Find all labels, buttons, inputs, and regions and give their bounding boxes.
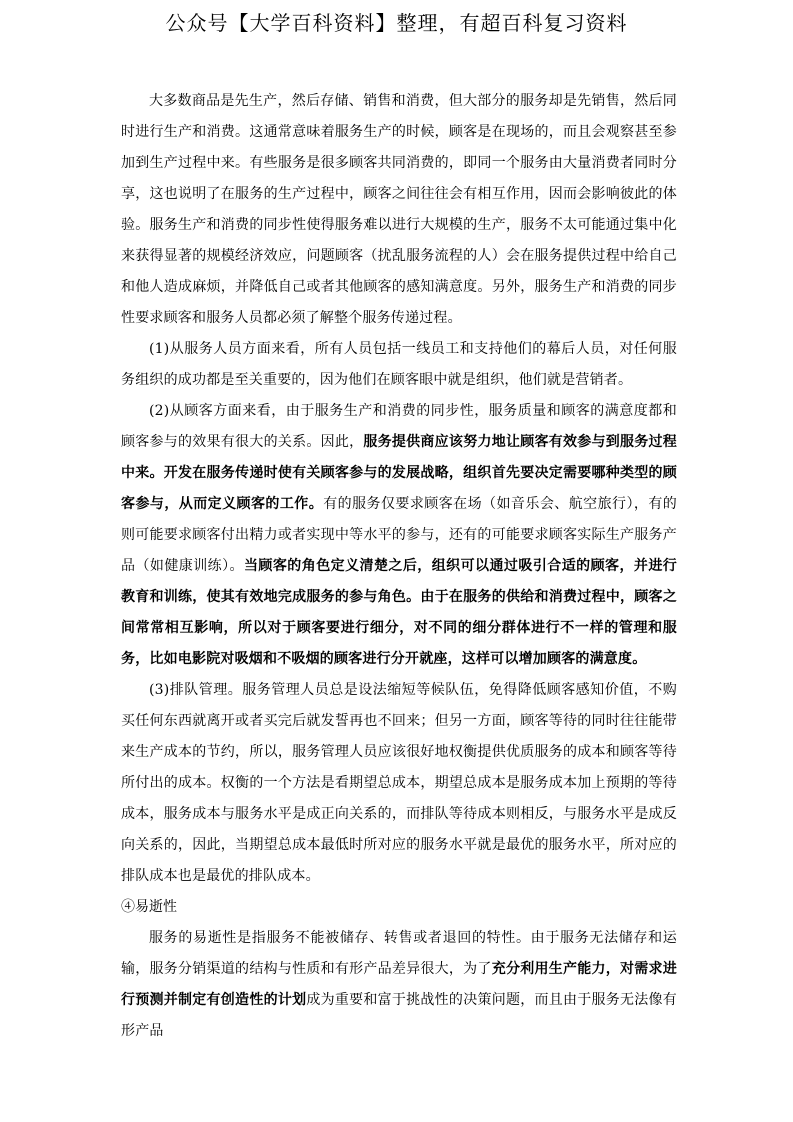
paragraph-queue-management: (3)排队管理。服务管理人员总是设法缩短等候队伍，免得降低顾客感知价值，不购买任何东西就离开或者买完后就发誓再也不回来；但另一方面，顾客等待的同时往往能带来生产成本的节约，所以，服务管理人员应该很好地权衡提供优质服务的成本和顾客等待所付出的成本。权衡的一个方法是看期望总成本，期望总成本是服务成本加上预期的等待成本，服务成本与服务水平是成正向关系的，而排队等待成本则相反，与服务水平是成反向关系的，因此，当期望总成本最低时所对应的服务水平就是最优的服务水平，所对应的排队成本也是最优的排队成本。 [121,682,677,884]
paragraph-simultaneity: 大多数商品是先生产，然后存储、销售和消费，但大部分的服务却是先销售，然后同时进行生产和消费。这通常意味着服务生产的时候，顾客是在现场的，而且会观察甚至参加到生产过程中来。有些服务是很多顾客共同消费的，即同一个服务由大量消费者同时分享，这也说明了在服务的生产过程中，顾客之间往往会有相互作用，因而会影响彼此的体验。服务生产和消费的同步性使得服务难以进行大规模的生产，服务不太可能通过集中化来获得显著的规模经济效应，问题顾客（扰乱服务流程的人）会在服务提供过程中给自己和他人造成麻烦，并降低自己或者其他顾客的感知满意度。另外，服务生产和消费的同步性要求顾客和服务人员都必须了解整个服务传递过程。 [121,93,677,326]
document-body [121,86,677,1047]
paragraph-text: 有的服务仅要求顾客在场（如音乐会、航空旅行），有的则可能要求顾客付出精力或者实现中等水平的参与，还有的可能要求顾客实际生产服务产品（如健康训练）。 [121,496,677,574]
section-heading-perishability: ④易逝性 [121,899,177,915]
page-header: 公众号【大学百科资料】整理，有超百科复习资料 [165,11,628,35]
bold-text: 当顾客的角色定义清楚之后，组织可以通过吸引合适的顾客，并进行教育和训练，使其有效地完成服务的参与角色。由于在服务的供给和消费过程中，顾客之间常常相互影响，所以对于顾客要进行细分，对不同的细分群体进行不一样的管理和服务，比如电影院对吸烟和不吸烟的顾客进行分开就座，这样可以增加顾客的满意度。 [121,558,677,667]
paragraph-text: 服务的易逝性是指服务不能被储存、转售或者退回的特性。由于服务无法储存和运输，服务分销渠道的结构与性质和有形产品差异很大，为了 [121,930,677,977]
paragraph-text: (2)从顾客方面来看，由于服务生产和消费的同步性，服务质量和顾客的满意度都和顾客参与的效果有很大的关系。因此， [121,403,677,450]
paragraph-service-staff: (1)从服务人员方面来看，所有人员包括一线员工和支持他们的幕后人员，对任何服务组织的成功都是至关重要的，因为他们在顾客眼中就是组织，他们就是营销者。 [121,341,677,388]
bold-text: 充分利用生产能力，对需求进行预测并制定有创造性的计划 [121,961,677,1008]
paragraph-perishability [121,923,677,1047]
paragraph-customer-participation [121,396,677,675]
bold-text: 服务提供商应该努力地让顾客有效参与到服务过程中来。开发在服务传递时使有关顾客参与的发展战略，组织首先要决定需要哪种类型的顾客参与，从而定义顾客的工作。 [121,434,677,512]
paragraph-text: 成为重要和富于挑战性的决策问题，而且由于服务无法像有形产品 [121,992,677,1039]
